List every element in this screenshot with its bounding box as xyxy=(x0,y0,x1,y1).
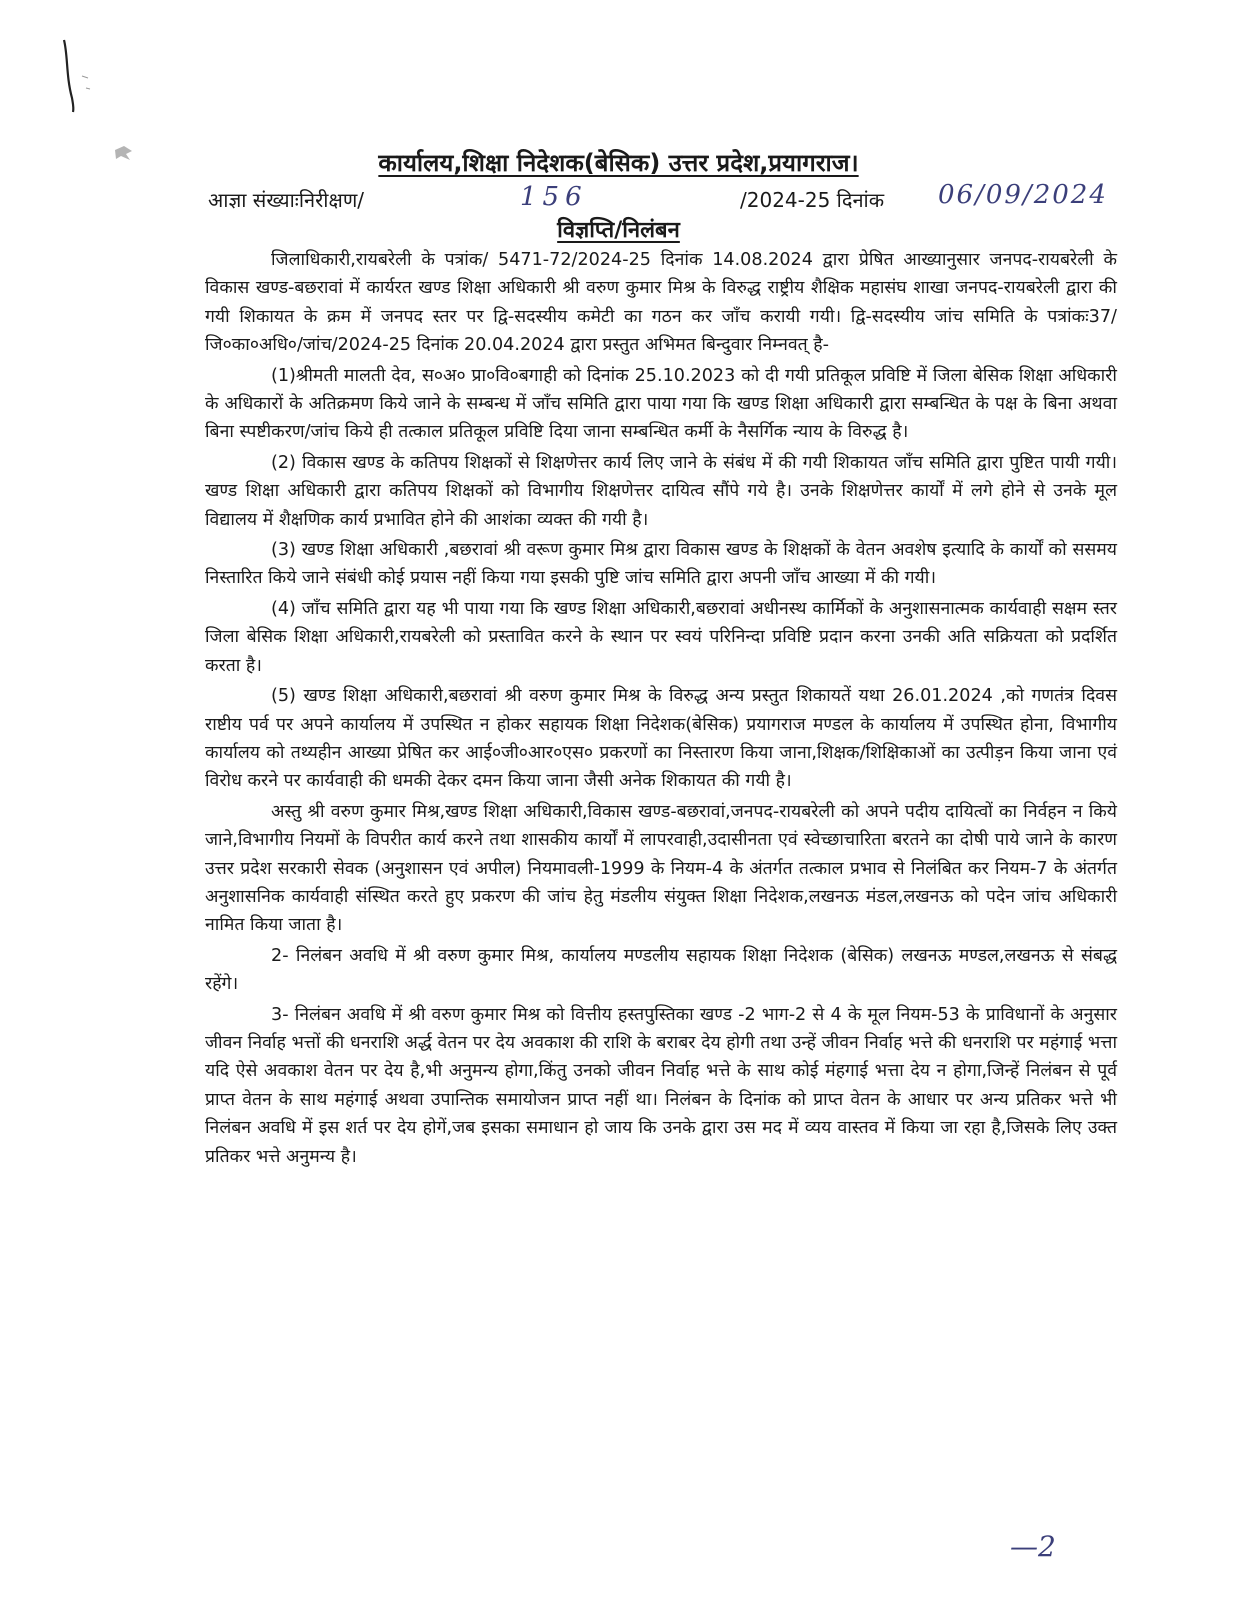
order-year-date-label: /2024-25 दिनांक xyxy=(740,188,885,212)
order-reference-line xyxy=(208,180,1108,218)
page-number-marker: —2 xyxy=(1010,1530,1056,1563)
notice-body xyxy=(205,246,1117,1173)
suspension-order-paragraph: अस्तु श्री वरुण कुमार मिश्र,खण्ड शिक्षा अधिकारी,विकास खण्ड-बछरावां,जनपद-रायबरेली को अपने पदीय दायित्वों का निर्वहन न किये जाने,विभागीय नियमों के विपरीत कार्य करने तथा शासकीय कार्यों में लापरवाही,उदासीनता एवं स्वेच्छाचारिता बरतने का दोषी पाये जाने के कारण उत्तर प्रदेश सरकारी सेवक (अनुशासन एवं अपील) नियमावली-1999 के नियम-4 के अंतर्गत तत्काल प्रभाव से निलंबित कर नियम-7 के अंतर्गत अनुशासनिक कार्यवाही संस्थित करते हुए प्रकरण की जांच हेतु मंडलीय संयुक्त शिक्षा निदेशक,लखनऊ मंडल,लखनऊ को पदेन जांच अधिकारी नामित किया जाता है। xyxy=(205,801,1117,936)
order-date: 06/09/2024 xyxy=(938,180,1108,210)
order-number-label: आज्ञा संख्याःनिरीक्षण/ xyxy=(208,188,365,212)
attachment-clause-paragraph: 2- निलंबन अवधि में श्री वरुण कुमार मिश्र, कार्यालय मण्डलीय सहायक शिक्षा निदेशक (बेसिक) लखनऊ मण्डल,लखनऊ से संबद्ध रहेंगे। xyxy=(205,945,1117,995)
order-number: 156 xyxy=(520,182,588,212)
finding-5-paragraph: (5) खण्ड शिक्षा अधिकारी,बछरावां श्री वरुण कुमार मिश्र के विरुद्ध अन्य प्रस्तुत शिकायतें यथा 26.01.2024 ,को गणतंत्र दिवस राष्टीय पर्व पर अपने कार्यालय में उपस्थित न होकर सहायक शिक्षा निदेशक(बेसिक) प्रयागराज मण्डल के कार्यालय में उपस्थित होना, विभागीय कार्यालय को तथ्यहीन आख्या प्रेषित कर आई०जी०आर०एस० प्रकरणों का निस्तारण किया जाना,शिक्षक/शिक्षिकाओं का उत्पीड़न किया जाना एवं विरोध करने पर कार्यवाही की धमकी देकर दमन किया जाना जैसी अनेक शिकायत की गयी है। xyxy=(205,686,1117,792)
finding-1-paragraph: (1)श्रीमती मालती देव, स०अ० प्रा०वि०बगाही को दिनांक 25.10.2023 को दी गयी प्रतिकूल प्रविष्टि में जिला बेसिक शिक्षा अधिकारी के अधिकारों के अतिक्रमण किये जाने के सम्बन्ध में जाँच समिति द्वारा पाया गया कि खण्ड शिक्षा अधिकारी द्वारा सम्बन्धित के पक्ष के बिना अथवा बिना स्पष्टीकरण/जांच किये ही तत्काल प्रतिकूल प्रविष्टि दिया जाना सम्बन्धित कर्मी के नैसर्गिक न्याय के विरुद्ध है। xyxy=(205,365,1117,443)
finding-2-paragraph: (2) विकास खण्ड के कतिपय शिक्षकों से शिक्षणेत्तर कार्य लिए जाने के संबंध में की गयी शिकायत जाँच समिति द्वारा पुष्टित पायी गयी। खण्ड शिक्षा अधिकारी द्वारा कतिपय शिक्षकों को विभागीय शिक्षणेत्तर दायित्व सौंपे गये है। उनके शिक्षणेत्तर कार्यों में लगे होने से उनके मूल विद्यालय में शैक्षणिक कार्य प्रभावित होने की आशंका व्यक्त की गयी है। xyxy=(205,452,1117,530)
intro-paragraph: जिलाधिकारी,रायबरेली के पत्रांक/ 5471-72/2024-25 दिनांक 14.08.2024 द्वारा प्रेषित आख्यानुसार जनपद-रायबरेली के विकास खण्ड-बछरावां में कार्यरत खण्ड शिक्षा अधिकारी श्री वरुण कुमार मिश्र के विरुद्ध राष्ट्रीय शैक्षिक महासंघ शाखा जनपद-रायबरेली द्वारा की गयी शिकायत के क्रम में जनपद स्तर पर द्वि-सदस्यीय कमेटी का गठन कर जाँच करायी गयी। द्वि-सदस्यीय जांच समिति के पत्रांकः37/जि०का०अधि०/जांच/2024-25 दिनांक 20.04.2024 द्वारा प्रस्तुत अभिमत बिन्दुवार निम्नवत् है- xyxy=(205,250,1117,356)
pen-stroke-mark xyxy=(58,36,98,116)
notice-subject: विज्ञप्ति/निलंबन xyxy=(557,218,680,243)
office-title: कार्यालय,शिक्षा निदेशक(बेसिक) उत्तर प्रदेश,प्रयागराज। xyxy=(378,149,859,177)
finding-3-paragraph: (3) खण्ड शिक्षा अधिकारी ,बछरावां श्री वरूण कुमार मिश्र द्वारा विकास खण्ड के शिक्षकों के वेतन अवशेष इत्यादि के कार्यों को ससमय निस्तारित किये जाने संबंधी कोई प्रयास नहीं किया गया इसकी पुष्टि जांच समिति द्वारा अपनी जाँच आख्या में की गयी। xyxy=(205,540,1117,589)
finding-4-paragraph: (4) जाँच समिति द्वारा यह भी पाया गया कि खण्ड शिक्षा अधिकारी,बछरावां अधीनस्थ कार्मिकों के अनुशासनात्मक कार्यवाही सक्षम स्तर जिला बेसिक शिक्षा अधिकारी,रायबरेली को प्रस्तावित करने के स्थान पर स्वयं परिनिन्दा प्रविष्टि प्रदान करना उनकी अति सक्रियता को प्रदर्शित करता है। xyxy=(205,598,1117,676)
allowance-clause-paragraph: 3- निलंबन अवधि में श्री वरुण कुमार मिश्र को वित्तीय हस्तपुस्तिका खण्ड -2 भाग-2 से 4 के मूल नियम-53 के प्राविधानों के अनुसार जीवन निर्वाह भत्तों की धनराशि अर्द्ध वेतन पर देय अवकाश की राशि के बराबर देय होगी तथा उन्हें जीवन निर्वाह भत्ते की धनराशि पर महंगाई भत्ता यदि ऐसे अवकाश वेतन पर देय है,भी अनुमन्य होगा,किंतु उनको जीवन निर्वाह भत्ते के साथ कोई मंहगाई भत्ता देय न होगा,जिन्हें निलंबन से पूर्व प्राप्त वेतन के साथ महंगाई अथवा उपान्तिक समायोजन प्राप्त नहीं था। निलंबन के दिनांक को प्राप्त वेतन के आधार पर अन्य प्रतिकर भत्ते भी निलंबन अवधि में इस शर्त पर देय होगें,जब इसका समाधान हो जाय कि उनके द्वारा उस मद में व्यय वास्तव में किया जा रहा है,जिसके लिए उक्त प्रतिकर भत्ते अनुमन्य है। xyxy=(205,1004,1117,1167)
